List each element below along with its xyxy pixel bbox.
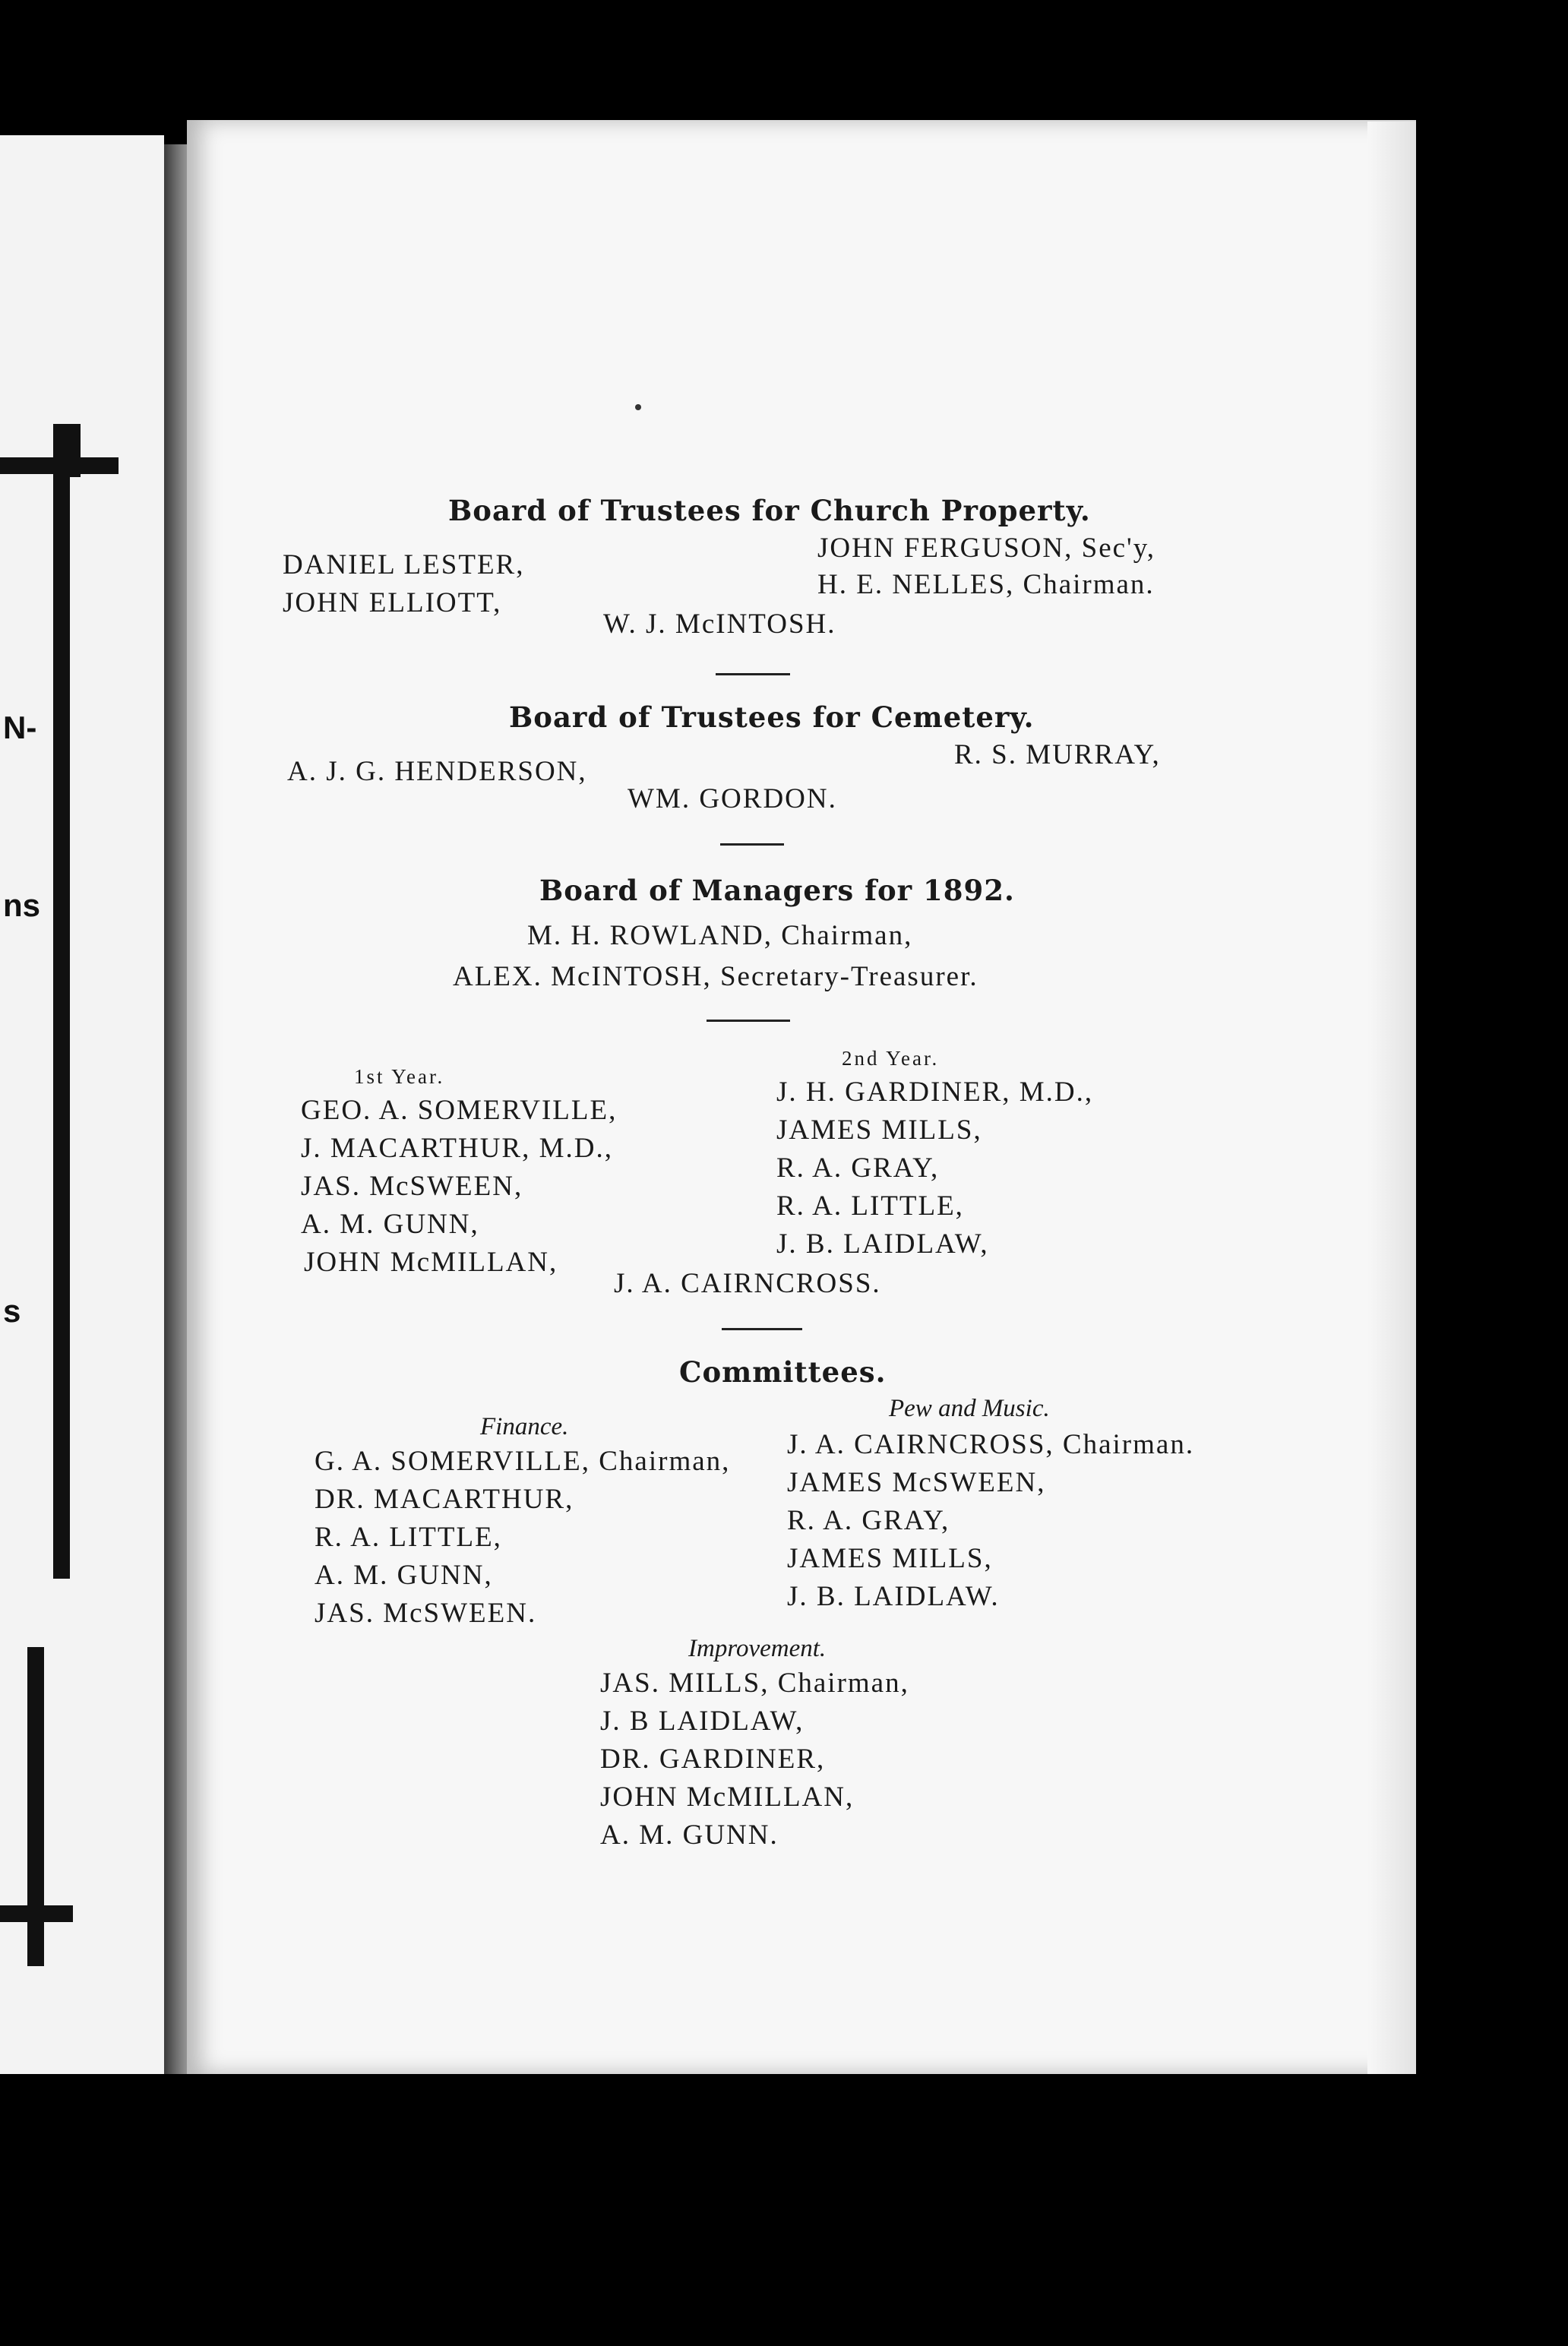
committee-member: J. B. LAIDLAW. bbox=[787, 1581, 1000, 1612]
trustee-name: H. E. NELLES, Chairman. bbox=[817, 569, 1155, 600]
committee-member: JAS. McSWEEN. bbox=[315, 1598, 537, 1629]
page-fragment-text: s bbox=[3, 1293, 21, 1329]
manager-name: A. M. GUNN, bbox=[301, 1209, 479, 1240]
manager-name: J. A. CAIRNCROSS. bbox=[614, 1268, 881, 1299]
manager-name: JAS. McSWEEN, bbox=[301, 1171, 523, 1202]
trustee-name: A. J. G. HENDERSON, bbox=[287, 756, 587, 787]
committee-member: JOHN McMILLAN, bbox=[600, 1782, 855, 1813]
trustee-name: R. S. MURRAY, bbox=[954, 739, 1161, 770]
committee-member: G. A. SOMERVILLE, Chairman, bbox=[315, 1446, 731, 1477]
manager-name: J. MACARTHUR, M.D., bbox=[301, 1133, 613, 1164]
committee-member: R. A. LITTLE, bbox=[315, 1522, 502, 1553]
trustee-name: JOHN FERGUSON, Sec'y, bbox=[817, 533, 1156, 564]
committee-member: JAMES McSWEEN, bbox=[787, 1467, 1046, 1498]
speck bbox=[635, 404, 641, 410]
manager-name: J. B. LAIDLAW, bbox=[776, 1228, 989, 1260]
committee-member: J. A. CAIRNCROSS, Chairman. bbox=[787, 1429, 1195, 1460]
previous-page-fragment bbox=[0, 135, 164, 2074]
section-heading-trustees-cemetery: Board of Trustees for Cemetery. bbox=[509, 700, 1035, 734]
improvement-label: Improvement. bbox=[688, 1635, 827, 1662]
manager-name: GEO. A. SOMERVILLE, bbox=[301, 1095, 618, 1126]
manager-name: R. A. LITTLE, bbox=[776, 1190, 964, 1222]
committee-member: JAS. MILLS, Chairman, bbox=[600, 1668, 909, 1699]
committee-member: A. M. GUNN, bbox=[315, 1560, 493, 1591]
trustee-name: JOHN ELLIOTT, bbox=[283, 587, 502, 618]
pew-music-label: Pew and Music. bbox=[889, 1395, 1050, 1422]
border-rule-horizontal bbox=[0, 457, 119, 474]
page-edge-shadow bbox=[1367, 122, 1416, 2074]
border-rule-vertical bbox=[53, 424, 70, 1579]
border-rule-vertical bbox=[64, 424, 81, 477]
committee-member: J. B LAIDLAW, bbox=[600, 1706, 805, 1737]
manager-name: R. A. GRAY, bbox=[776, 1152, 940, 1184]
second-year-label: 2nd Year. bbox=[842, 1047, 940, 1070]
manager-name: JAMES MILLS, bbox=[776, 1115, 982, 1146]
finance-label: Finance. bbox=[480, 1413, 569, 1440]
first-year-label: 1st Year. bbox=[354, 1065, 445, 1088]
committee-member: R. A. GRAY, bbox=[787, 1505, 950, 1536]
trustee-name: WM. GORDON. bbox=[628, 783, 837, 814]
trustee-name: W. J. McINTOSH. bbox=[603, 609, 836, 640]
trustee-name: DANIEL LESTER, bbox=[283, 549, 525, 580]
section-divider bbox=[716, 673, 790, 675]
committee-member: JAMES MILLS, bbox=[787, 1543, 993, 1574]
manager-name: J. H. GARDINER, M.D., bbox=[776, 1077, 1094, 1108]
border-rule-horizontal bbox=[0, 1905, 73, 1922]
section-heading-trustees-property: Board of Trustees for Church Property. bbox=[448, 494, 1091, 527]
section-heading-managers: Board of Managers for 1892. bbox=[539, 874, 1015, 907]
manager-secretary: ALEX. McINTOSH, Secretary-Treasurer. bbox=[453, 961, 978, 992]
page-fragment-text: ns bbox=[3, 887, 41, 923]
committee-member: DR. GARDINER, bbox=[600, 1744, 826, 1775]
manager-chairman: M. H. ROWLAND, Chairman, bbox=[527, 920, 913, 951]
section-divider bbox=[720, 843, 784, 846]
committee-member: A. M. GUNN. bbox=[600, 1820, 779, 1851]
section-heading-committees: Committees. bbox=[679, 1355, 887, 1389]
section-divider bbox=[722, 1328, 802, 1330]
manager-name: JOHN McMILLAN, bbox=[304, 1247, 558, 1278]
committee-member: DR. MACARTHUR, bbox=[315, 1484, 574, 1515]
page-fragment-text: N- bbox=[3, 710, 37, 745]
section-divider bbox=[707, 1020, 790, 1022]
